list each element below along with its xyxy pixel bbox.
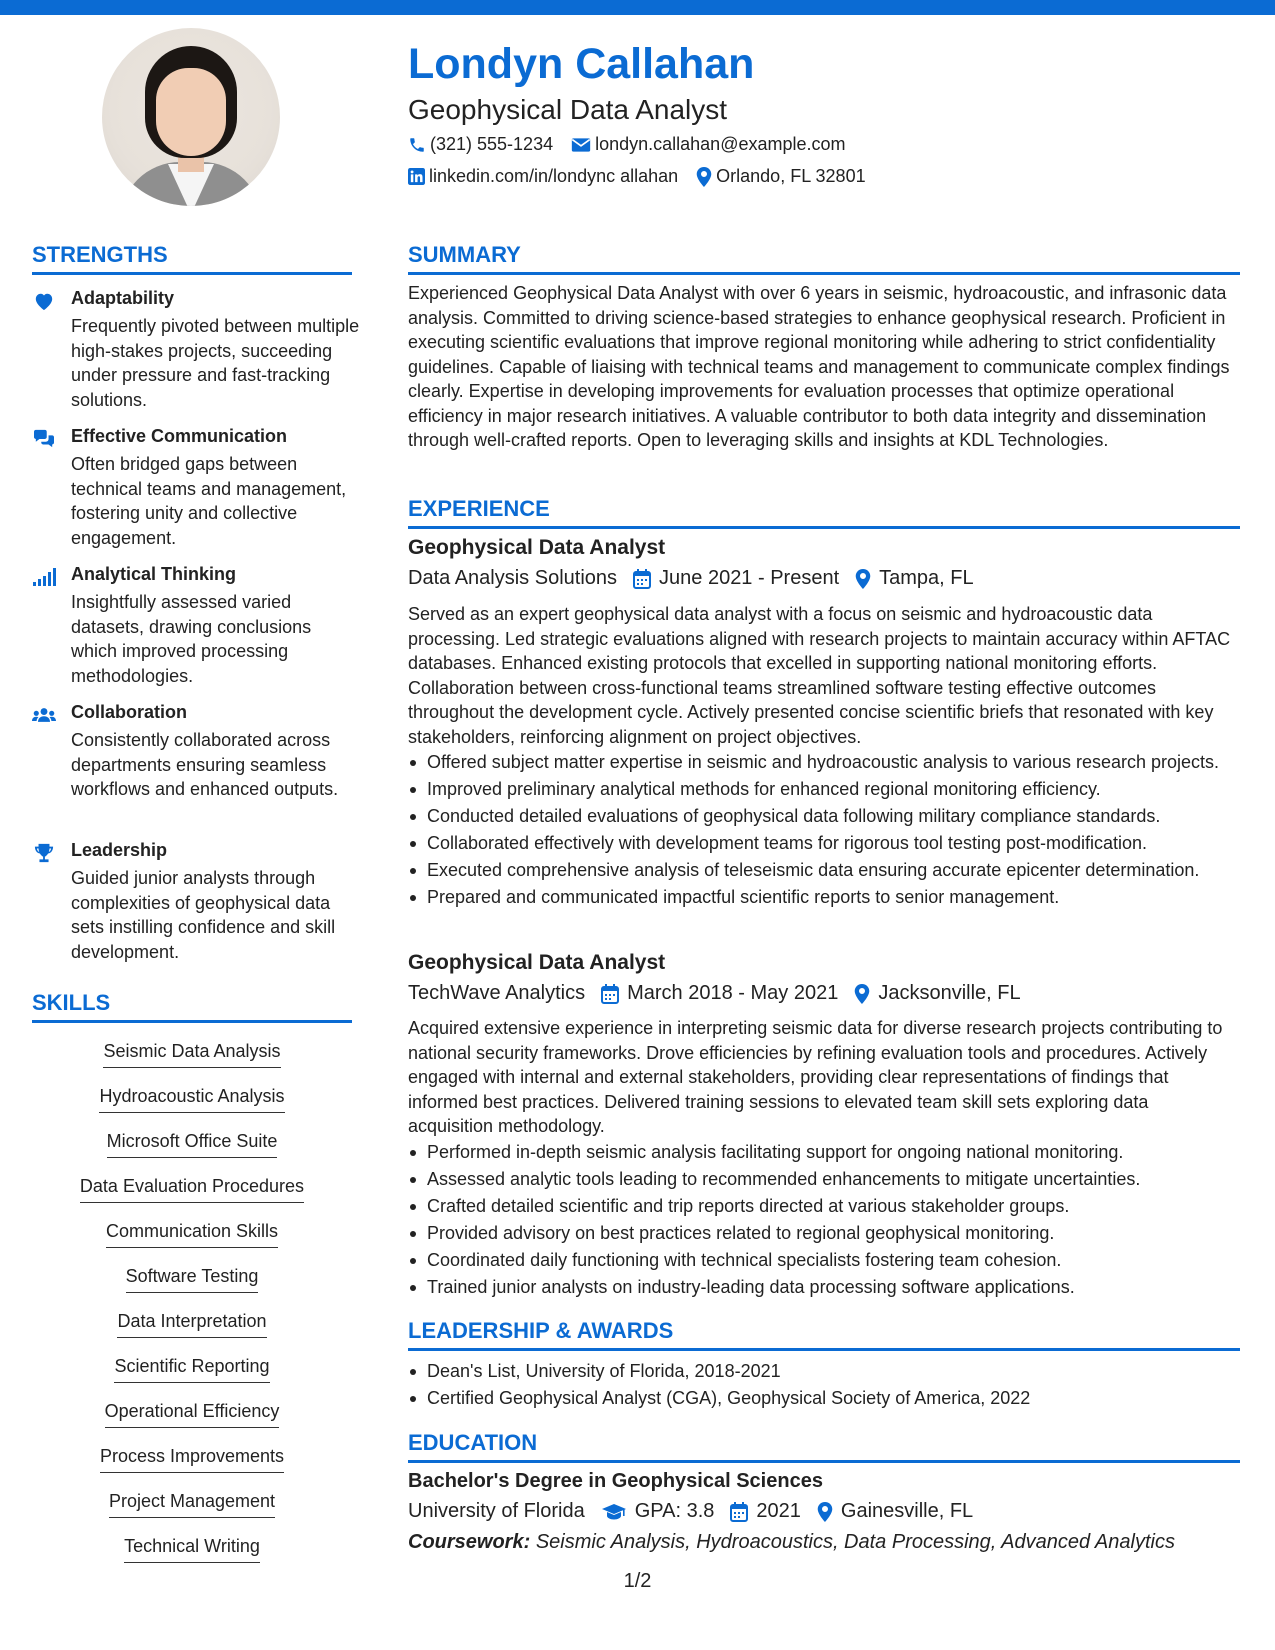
skill-label: Microsoft Office Suite xyxy=(107,1131,278,1158)
skill-label: Process Improvements xyxy=(100,1446,284,1473)
phone-text: (321) 555-1234 xyxy=(430,134,554,154)
calendar-icon xyxy=(633,569,651,589)
edu-location-group xyxy=(817,1500,973,1523)
phone-icon xyxy=(408,136,426,154)
edu-year-group xyxy=(730,1500,801,1523)
location-contact xyxy=(696,166,865,187)
job-bullet: Assessed analytic tools leading to recommended enhancements to mitigate uncertainties. xyxy=(408,1167,1238,1191)
skills-heading: SKILLS xyxy=(32,990,111,1015)
job-description: Acquired extensive experience in interpreting seismic data for diverse research projects contributing to national security frameworks. Drove efficiencies by refining evaluation tools and procedures. Actively engaged with internal and external stakeholders, providing clear representations of findings that informed best practices. Delivered training sessions to elevated team skill sets exploring data acquisition methodology. xyxy=(408,1018,1223,1136)
job-bullet: Prepared and communicated impactful scientific reports to senior management. xyxy=(408,885,1238,909)
skill-label: Seismic Data Analysis xyxy=(103,1041,280,1068)
company-name: TechWave Analytics xyxy=(408,982,586,1004)
job-bullets xyxy=(408,1140,1238,1302)
job-bullet: Performed in-depth seismic analysis facilitating support for ongoing national monitoring. xyxy=(408,1140,1238,1164)
graduation-cap-icon xyxy=(601,1503,627,1521)
job-bullet: Collaborated effectively with development teams for rigorous tool testing post-modification. xyxy=(408,831,1238,855)
map-pin-icon xyxy=(854,984,870,1004)
map-pin-icon xyxy=(855,569,871,589)
map-pin-icon xyxy=(696,167,712,187)
top-accent-bar xyxy=(0,0,1275,15)
skill-label: Scientific Reporting xyxy=(114,1356,269,1383)
skill-item xyxy=(32,1536,352,1563)
skill-label: Operational Efficiency xyxy=(105,1401,280,1428)
award-item: Dean's List, University of Florida, 2018-2021 xyxy=(408,1359,1238,1383)
contact-row-1 xyxy=(408,134,864,155)
skill-label: Data Interpretation xyxy=(117,1311,266,1338)
heart-icon xyxy=(32,291,56,311)
job-location-group xyxy=(855,567,973,590)
experience-heading: EXPERIENCE xyxy=(408,496,550,521)
skill-label: Data Evaluation Procedures xyxy=(80,1176,304,1203)
users-icon xyxy=(32,705,56,725)
gpa-group xyxy=(601,1500,715,1523)
trophy-icon xyxy=(32,843,56,863)
strength-title: Analytical Thinking xyxy=(71,564,237,584)
job-dates-group xyxy=(601,982,838,1005)
job-meta xyxy=(408,982,1037,1005)
coursework xyxy=(408,1531,1175,1554)
skill-item xyxy=(32,1311,352,1338)
skill-item xyxy=(32,1401,352,1428)
candidate-title: Geophysical Data Analyst xyxy=(408,94,728,125)
job-bullet: Trained junior analysts on industry-leading data processing software applications. xyxy=(408,1275,1238,1299)
skill-label: Hydroacoustic Analysis xyxy=(99,1086,284,1113)
skill-item xyxy=(32,1176,352,1203)
linkedin-contact[interactable] xyxy=(408,166,678,187)
strength-desc: Insightfully assessed varied datasets, drawing conclusions which improved processing methodologies. xyxy=(71,592,312,686)
job-bullet: Improved preliminary analytical methods for enhanced regional monitoring efficiency. xyxy=(408,777,1238,801)
skill-item xyxy=(32,1446,352,1473)
job-location: Tampa, FL xyxy=(879,567,974,589)
coursework-label: Coursework: xyxy=(408,1531,531,1553)
job-location: Jacksonville, FL xyxy=(878,982,1021,1004)
profile-photo xyxy=(102,28,280,206)
coursework-text: Seismic Analysis, Hydroacoustics, Data Processing, Advanced Analytics xyxy=(535,1531,1175,1553)
strength-desc: Frequently pivoted between multiple high-stakes projects, succeeding under pressure and fast-tracking solutions. xyxy=(71,316,360,410)
skill-label: Project Management xyxy=(109,1491,275,1518)
skill-label: Software Testing xyxy=(126,1266,259,1293)
gpa-text: GPA: 3.8 xyxy=(634,1500,715,1522)
email-contact[interactable] xyxy=(571,134,845,155)
comments-icon xyxy=(32,429,56,449)
linkedin-icon xyxy=(408,168,425,185)
page-number: 1/2 xyxy=(623,1570,652,1592)
edu-year: 2021 xyxy=(756,1500,801,1522)
skill-item xyxy=(32,1266,352,1293)
skill-label: Technical Writing xyxy=(124,1536,260,1563)
job-title: Geophysical Data Analyst xyxy=(408,536,666,559)
skill-item xyxy=(32,1086,352,1113)
education-divider xyxy=(408,1460,1240,1463)
calendar-icon xyxy=(601,984,619,1004)
email-text: londyn.callahan@example.com xyxy=(595,134,846,154)
signal-bars-icon xyxy=(32,567,56,587)
education-heading: EDUCATION xyxy=(408,1430,538,1455)
job-title: Geophysical Data Analyst xyxy=(408,951,666,974)
skill-item xyxy=(32,1221,352,1248)
strength-title: Adaptability xyxy=(71,288,175,308)
summary-heading: SUMMARY xyxy=(408,242,521,267)
candidate-name: Londyn Callahan xyxy=(408,40,755,88)
calendar-icon xyxy=(730,1502,748,1522)
job-dates-group xyxy=(633,567,839,590)
skill-item xyxy=(32,1356,352,1383)
degree-title: Bachelor's Degree in Geophysical Sciences xyxy=(408,1470,823,1492)
award-item: Certified Geophysical Analyst (CGA), Geophysical Society of America, 2022 xyxy=(408,1386,1238,1410)
job-bullet: Executed comprehensive analysis of teleseismic data ensuring accurate epicenter determination. xyxy=(408,858,1238,882)
strength-title: Leadership xyxy=(71,840,168,860)
skills-divider xyxy=(32,1020,352,1023)
strengths-heading: STRENGTHS xyxy=(32,242,168,267)
summary-divider xyxy=(408,272,1240,275)
job-dates: June 2021 - Present xyxy=(659,567,840,589)
job-bullet: Offered subject matter expertise in seismic and hydroacoustic analysis to various research projects. xyxy=(408,750,1238,774)
strengths-divider xyxy=(32,272,352,275)
awards-heading: LEADERSHIP & AWARDS xyxy=(408,1318,674,1343)
strength-desc: Often bridged gaps between technical teams and management, fostering unity and collective engagement. xyxy=(71,454,347,548)
job-dates: March 2018 - May 2021 xyxy=(627,982,839,1004)
job-bullets xyxy=(408,750,1238,912)
skill-item xyxy=(32,1131,352,1158)
phone-contact[interactable] xyxy=(408,134,553,155)
strength-title: Effective Communication xyxy=(71,426,288,446)
job-bullet: Provided advisory on best practices related to regional geophysical monitoring. xyxy=(408,1221,1238,1245)
edu-location: Gainesville, FL xyxy=(840,1500,974,1522)
skill-item xyxy=(32,1491,352,1518)
job-bullet: Conducted detailed evaluations of geophysical data following military compliance standards. xyxy=(408,804,1238,828)
envelope-icon xyxy=(571,137,591,153)
strength-desc: Guided junior analysts through complexities of geophysical data sets instilling confidence and skill development. xyxy=(71,868,336,962)
school-name: University of Florida xyxy=(408,1500,585,1522)
contact-row-2 xyxy=(408,166,884,187)
linkedin-text: linkedin.com/in/londync allahan xyxy=(429,166,679,186)
job-bullet: Crafted detailed scientific and trip reports directed at various stakeholder groups. xyxy=(408,1194,1238,1218)
strength-title: Collaboration xyxy=(71,702,187,722)
strength-desc: Consistently collaborated across departments ensuring seamless workflows and enhanced outputs. xyxy=(71,730,339,799)
job-description: Served as an expert geophysical data analyst with a focus on seismic and hydroacoustic data processing. Led strategic evaluations aligned with research projects to maintain accuracy within AFTAC databases. Enhanced existing protocols that excelled in supporting national monitoring efforts. Collaboration between cross-functional teams streamlined software testing effective outcomes throughout the development cycle. Actively presented concise scientific briefs that resonated with key stakeholders, reinforcing alignment on project objectives. xyxy=(408,604,1231,747)
map-pin-icon xyxy=(817,1502,833,1522)
skill-item xyxy=(32,1041,352,1068)
awards-list xyxy=(408,1359,1238,1413)
job-bullet: Coordinated daily functioning with technical specialists fostering team cohesion. xyxy=(408,1248,1238,1272)
summary-text: Experienced Geophysical Data Analyst with over 6 years in seismic, hydroacoustic, and infrasonic data analysis. Committed to driving science-based strategies to enhance geophysical research. Proficient in executing scientific evaluations that improve regional monitoring while adhering to strict confidentiality guidelines. Capable of liaising with technical teams and management to communicate complex findings clearly. Expertise in developing improvements for evaluation processes that optimize operational efficiency in major research initiatives. A valuable contributor to both data integrity and dissemination through well-crafted reports. Open to leveraging skills and insights at KDL Technologies. xyxy=(408,283,1230,450)
experience-divider xyxy=(408,526,1240,529)
company-name: Data Analysis Solutions xyxy=(408,567,618,589)
location-text: Orlando, FL 32801 xyxy=(716,166,866,186)
awards-divider xyxy=(408,1348,1240,1351)
skill-label: Communication Skills xyxy=(106,1221,278,1248)
job-meta xyxy=(408,567,990,590)
education-meta xyxy=(408,1500,989,1523)
job-location-group xyxy=(854,982,1020,1005)
